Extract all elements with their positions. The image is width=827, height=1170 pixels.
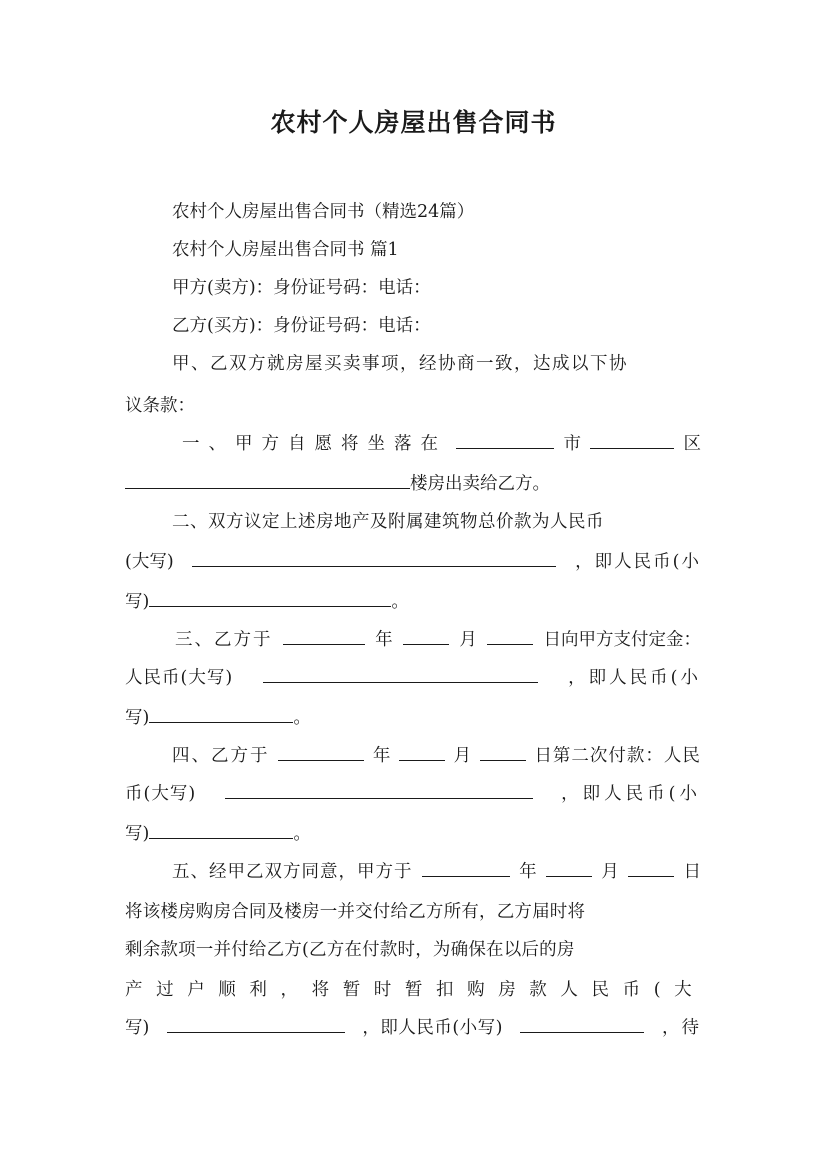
- clause-1-line-2: [125, 472, 701, 496]
- clause-text: 币(大写): [125, 784, 197, 804]
- clause-5-line-4: 产过户顺利，将暂时暂扣购房款人民币(大: [125, 980, 706, 1000]
- clause-5-line-5: [125, 1016, 701, 1040]
- blank-year[interactable]: [422, 860, 510, 877]
- section-heading: 农村个人房屋出售合同书 篇1: [172, 240, 399, 260]
- blank-month[interactable]: [403, 628, 449, 645]
- clause-text: 日向甲方支付定金：: [543, 630, 701, 650]
- clause-4-line-3: [125, 822, 701, 846]
- blank-city[interactable]: [456, 432, 554, 449]
- clause-3-line-2: [125, 666, 701, 690]
- party-b-line: 乙方(买方)：身份证号码：电话：: [172, 316, 431, 336]
- blank-withheld-upper[interactable]: [167, 1016, 345, 1033]
- blank-deposit-upper[interactable]: [263, 666, 538, 683]
- clause-2-line-3: [125, 590, 701, 614]
- blank-day[interactable]: [480, 744, 526, 761]
- intro-line: 甲、乙双方就房屋买卖事项，经协商一致，达成以下协: [172, 354, 628, 374]
- blank-month[interactable]: [399, 744, 445, 761]
- clause-text: 写): [125, 708, 150, 728]
- clause-text: 月: [459, 630, 477, 650]
- blank-address[interactable]: [125, 472, 410, 489]
- clause-5-line-3: 剩余款项一并付给乙方(乙方在付款时，为确保在以后的房: [125, 940, 575, 960]
- clause-text: 四、乙方于: [172, 746, 270, 766]
- clause-text: 。: [293, 824, 311, 844]
- clause-5-line-1: [172, 860, 701, 884]
- clause-text: 楼房出卖给乙方。: [410, 474, 550, 494]
- blank-deposit-lower[interactable]: [149, 706, 293, 723]
- clause-4-line-2: [125, 782, 701, 806]
- clause-1-line-1: [182, 432, 701, 456]
- clause-text: ，即人民币(小写): [362, 1018, 503, 1038]
- clause-text: 日: [683, 862, 701, 882]
- clause-5-line-2: 将该楼房购房合同及楼房一并交付给乙方所有，乙方届时将: [125, 902, 586, 922]
- blank-withheld-lower[interactable]: [520, 1016, 644, 1033]
- clause-2-line-2: [125, 550, 701, 574]
- blank-day[interactable]: [628, 860, 674, 877]
- clause-text: 三、乙方于: [175, 630, 273, 650]
- clause-text: 月: [601, 862, 619, 882]
- clause-text: 年: [372, 746, 391, 766]
- blank-total-price-lower[interactable]: [149, 590, 391, 607]
- blank-second-payment-lower[interactable]: [149, 822, 293, 839]
- blank-month[interactable]: [546, 860, 592, 877]
- clause-text: ，即人民币(小: [568, 668, 701, 688]
- blank-district[interactable]: [590, 432, 674, 449]
- clause-text: 月: [453, 746, 472, 766]
- clause-text: ，待: [661, 1018, 701, 1038]
- intro-line-cont: 议条款：: [125, 396, 195, 416]
- clause-3-line-1: [175, 628, 701, 652]
- clause-text: 写): [125, 1018, 150, 1038]
- clause-text: 人民币(大写): [125, 668, 234, 688]
- clause-text: 日第二次付款：人民: [534, 746, 701, 766]
- clause-text: 年: [519, 862, 537, 882]
- blank-second-payment-upper[interactable]: [225, 782, 533, 799]
- subtitle-line: 农村个人房屋出售合同书（精选24篇）: [172, 202, 475, 222]
- blank-year[interactable]: [278, 744, 364, 761]
- blank-total-price-upper[interactable]: [192, 550, 556, 567]
- clause-3-line-3: [125, 706, 701, 730]
- party-a-line: 甲方(卖方)：身份证号码：电话：: [172, 278, 431, 298]
- clause-2-line-1: 二、双方议定上述房地产及附属建筑物总价款为人民币: [172, 512, 604, 532]
- clause-text: 写): [125, 592, 150, 612]
- clause-text: 区: [683, 434, 701, 454]
- clause-text: 。: [293, 708, 311, 728]
- document-title: 农村个人房屋出售合同书: [270, 108, 557, 137]
- clause-text: (大写): [125, 552, 174, 572]
- blank-day[interactable]: [487, 628, 533, 645]
- clause-text: ，即人民币(小: [575, 552, 701, 572]
- clause-text: ，即人民币(小: [561, 784, 701, 804]
- clause-text: 年: [375, 630, 393, 650]
- clause-text: 五、经甲乙双方同意，甲方于: [172, 862, 413, 882]
- clause-4-line-1: [125, 744, 701, 768]
- clause-text: 写): [125, 824, 150, 844]
- clause-text: 市: [563, 434, 581, 454]
- blank-year[interactable]: [283, 628, 365, 645]
- clause-text: 。: [391, 592, 409, 612]
- clause-text: 一、甲方自愿将坐落在: [182, 434, 447, 454]
